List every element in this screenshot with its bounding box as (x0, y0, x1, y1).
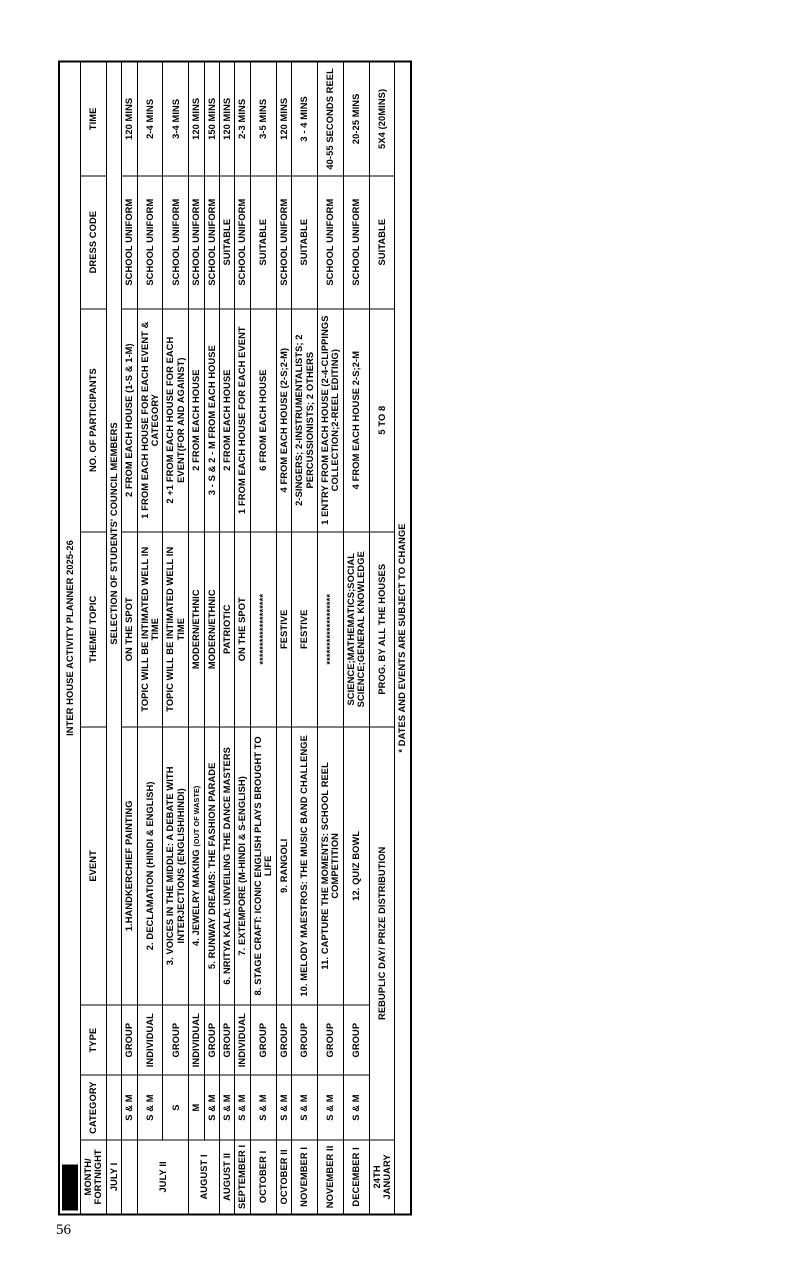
footnote-text: * DATES AND EVENTS ARE SUBJECT TO CHANGE (395, 61, 411, 1214)
footnote-row (395, 61, 411, 1214)
month-cell: JULY I (106, 1139, 121, 1214)
dress-code-cell: SCHOOL UNIFORM (137, 175, 163, 308)
col-header-participants: NO. OF PARTICIPANTS (81, 308, 107, 531)
category-cell: S & M (122, 1075, 137, 1139)
month-cell: AUGUST I (189, 1139, 220, 1214)
theme-cell: TOPIC WILL BE INTIMATED WELL IN TIME (163, 531, 189, 726)
table-header-row (81, 61, 107, 1214)
col-header-theme: THEME/ TOPIC (81, 531, 107, 726)
participants-cell: 4 FROM EACH HOUSE 2-S;2-M (343, 308, 369, 531)
participants-cell: 1 ENTRY FROM EACH HOUSE (2-4-CLIPPINGS COLLECTION;2-REEL EDITING) (317, 308, 343, 531)
dress-code-cell: SCHOOL UNIFORM (343, 175, 369, 308)
council-selection-row (106, 61, 121, 1214)
table-row (276, 61, 291, 1214)
col-header-dress-code: DRESS CODE (81, 175, 107, 308)
category-cell: S & M (204, 1075, 219, 1139)
type-cell: GROUP (122, 1004, 137, 1075)
theme-cell: PATRIOTIC (220, 531, 235, 726)
type-cell: GROUP (220, 1004, 235, 1075)
month-cell: AUGUST II (220, 1139, 235, 1214)
category-cell: S & M (317, 1075, 343, 1139)
participants-cell: 1 FROM EACH HOUSE FOR EACH EVENT (235, 308, 250, 531)
time-cell: 2-3 MINS (235, 61, 250, 175)
type-cell: GROUP (276, 1004, 291, 1075)
time-cell: 120 MINS (122, 61, 137, 175)
table-row (204, 61, 219, 1214)
theme-cell: PROG. BY ALL THE HOUSES (369, 531, 395, 726)
time-cell: 20-25 MINS (343, 61, 369, 175)
col-header-type: TYPE (81, 1004, 107, 1075)
time-cell: 5X4 (20MINS) (369, 61, 395, 175)
event-cell: 8. STAGE CRAFT: ICONIC ENGLISH PLAYS BROUGHT TO LIFE (250, 726, 276, 1004)
dress-code-cell: SCHOOL UNIFORM (276, 175, 291, 308)
participants-cell: 5 TO 8 (369, 308, 395, 531)
month-cell: JULY II (137, 1139, 189, 1214)
theme-cell: MODERN/ETHNIC (189, 531, 204, 726)
participants-cell: 4 FROM EACH HOUSE (2-S;2-M) (276, 308, 291, 531)
event-cell: REBUPLIC DAY/ PRIZE DISTRIBUTION (369, 726, 395, 1139)
theme-cell: SCIENCE;MATHEMATICS;SOCIAL SCIENCE;GENERAL KNOWLEDGE (343, 531, 369, 726)
theme-cell: FESTIVE (292, 531, 318, 726)
participants-cell: 6 FROM EACH HOUSE (250, 308, 276, 531)
time-cell: 3-5 MINS (250, 61, 276, 175)
table-row (292, 61, 318, 1214)
type-cell: INDIVIDUAL (189, 1004, 204, 1075)
event-cell (189, 726, 204, 1004)
time-cell: 40-55 SECONDS REEL (317, 61, 343, 175)
col-header-category: CATEGORY (81, 1075, 107, 1139)
dress-code-cell: SUITABLE (292, 175, 318, 308)
type-cell: GROUP (317, 1004, 343, 1075)
type-cell: GROUP (343, 1004, 369, 1075)
time-cell: 120 MINS (189, 61, 204, 175)
participants-cell: 3 - S & 2 - M FROM EACH HOUSE (204, 308, 219, 531)
dress-code-cell: SCHOOL UNIFORM (235, 175, 250, 308)
event-cell: 7. EXTEMPORE (M-HINDI & S-ENGLISH) (235, 726, 250, 1004)
month-cell: NOVEMBER I (292, 1139, 318, 1214)
month-cell (122, 1139, 137, 1214)
type-cell: GROUP (250, 1004, 276, 1075)
dress-code-cell: SUITABLE (369, 175, 395, 308)
type-cell: INDIVIDUAL (235, 1004, 250, 1075)
time-cell: 2-4 MINS (137, 61, 163, 175)
theme-cell: MODERN/ETHNIC (204, 531, 219, 726)
page-title: INTER HOUSE ACTIVITY PLANNER 2025-26 (65, 539, 75, 736)
dress-code-cell: SCHOOL UNIFORM (163, 175, 189, 308)
dress-code-cell: SUITABLE (220, 175, 235, 308)
event-cell: 6. NRITYA KALA: UNVEILING THE DANCE MASTERS (220, 726, 235, 1004)
event-cell: 1.HANDKERCHIEF PAINTING (122, 726, 137, 1004)
participants-cell: 2 FROM EACH HOUSE (189, 308, 204, 531)
event-cell: 5. RUNWAY DREAMS: THE FASHION PARADE (204, 726, 219, 1004)
document-title-cell (59, 61, 81, 1214)
dress-code-cell: SCHOOL UNIFORM (189, 175, 204, 308)
theme-cell: ******************* (250, 531, 276, 726)
time-cell: 120 MINS (276, 61, 291, 175)
participants-cell: 2-SINGERS; 2-INSTRUMENTALISTS; 2 PERCUSSIONISTS; 2 OTHERS (292, 308, 318, 531)
event-cell: 10. MELODY MAESTROS: THE MUSIC BAND CHALLENGE (292, 726, 318, 1004)
event-cell: 11. CAPTURE THE MOMENTS: SCHOOL REEL COMPETITION (317, 726, 343, 1004)
table-row (137, 61, 163, 1214)
participants-cell: 1 FROM EACH HOUSE FOR EACH EVENT & CATEGORY (137, 308, 163, 531)
participants-cell: 2 +1 FROM EACH HOUSE FOR EACH EVENT(FOR AND AGAINST) (163, 308, 189, 531)
type-cell: GROUP (292, 1004, 318, 1075)
time-cell: 3-4 MINS (163, 61, 189, 175)
month-cell: DECEMBER I (343, 1139, 369, 1214)
theme-cell: ON THE SPOT (235, 531, 250, 726)
table-row (122, 61, 137, 1214)
event-note: (OUT OF WASTE) (192, 785, 202, 847)
type-cell (106, 1004, 121, 1075)
page-number: 56 (56, 1222, 71, 1238)
event-cell: 12. QUIZ BOWL (343, 726, 369, 1004)
table-row (250, 61, 276, 1214)
table-row (220, 61, 235, 1214)
theme-cell: FESTIVE (276, 531, 291, 726)
council-selection-label: SELECTION OF STUDENTS' COUNCIL MEMBERS (106, 61, 121, 1004)
time-cell: 150 MINS (204, 61, 219, 175)
participants-cell: 2 FROM EACH HOUSE (220, 308, 235, 531)
table-title-row (59, 61, 81, 1214)
time-cell: 120 MINS (220, 61, 235, 175)
type-cell: GROUP (204, 1004, 219, 1075)
activity-planner-table (58, 60, 412, 1215)
month-cell: OCTOBER II (276, 1139, 291, 1214)
col-header-time: TIME (81, 61, 107, 175)
table-row (235, 61, 250, 1214)
category-cell: S & M (220, 1075, 235, 1139)
table-row (189, 61, 204, 1214)
black-marker-block (62, 1164, 78, 1210)
theme-cell: ******************* (317, 531, 343, 726)
category-cell: S & M (276, 1075, 291, 1139)
table-row (163, 61, 189, 1214)
month-cell: NOVEMBER II (317, 1139, 343, 1214)
rotated-page-content (58, 60, 730, 1215)
dress-code-cell: SCHOOL UNIFORM (317, 175, 343, 308)
category-cell: S & M (235, 1075, 250, 1139)
type-cell: INDIVIDUAL (137, 1004, 163, 1075)
month-cell: OCTOBER I (250, 1139, 276, 1214)
category-cell: S & M (250, 1075, 276, 1139)
category-cell: S & M (137, 1075, 163, 1139)
category-cell: M (189, 1075, 204, 1139)
event-cell: 3. VOICES IN THE MIDDLE: A DEBATE WITH INTERJECTIONS (ENGLISH/HINDI) (163, 726, 189, 1004)
category-cell: S & M (292, 1075, 318, 1139)
month-cell: SEPTEMBER I (235, 1139, 250, 1214)
type-cell: GROUP (163, 1004, 189, 1075)
col-header-event: EVENT (81, 726, 107, 1004)
dress-code-cell: SCHOOL UNIFORM (204, 175, 219, 308)
dress-code-cell: SUITABLE (250, 175, 276, 308)
theme-cell: ON THE SPOT (122, 531, 137, 726)
event-cell: 2. DECLAMATION (HINDI & ENGLISH) (137, 726, 163, 1004)
event-cell: 9. RANGOLI (276, 726, 291, 1004)
dress-code-cell: SCHOOL UNIFORM (122, 175, 137, 308)
participants-cell: 2 FROM EACH HOUSE (1-S & 1-M) (122, 308, 137, 531)
theme-cell: TOPIC WILL BE INTIMATED WELL IN TIME (137, 531, 163, 726)
table-row (343, 61, 369, 1214)
month-cell: 24TH JANUARY (369, 1139, 395, 1214)
category-cell: S & M (343, 1075, 369, 1139)
col-header-month: MONTH/ FORTNIGHT (81, 1139, 107, 1214)
time-cell: 3 - 4 MINS (292, 61, 318, 175)
table-row-final (369, 61, 395, 1214)
event-label: 4. JEWELRY MAKING (191, 848, 202, 946)
category-cell (106, 1075, 121, 1139)
table-row (317, 61, 343, 1214)
category-cell: S (163, 1075, 189, 1139)
